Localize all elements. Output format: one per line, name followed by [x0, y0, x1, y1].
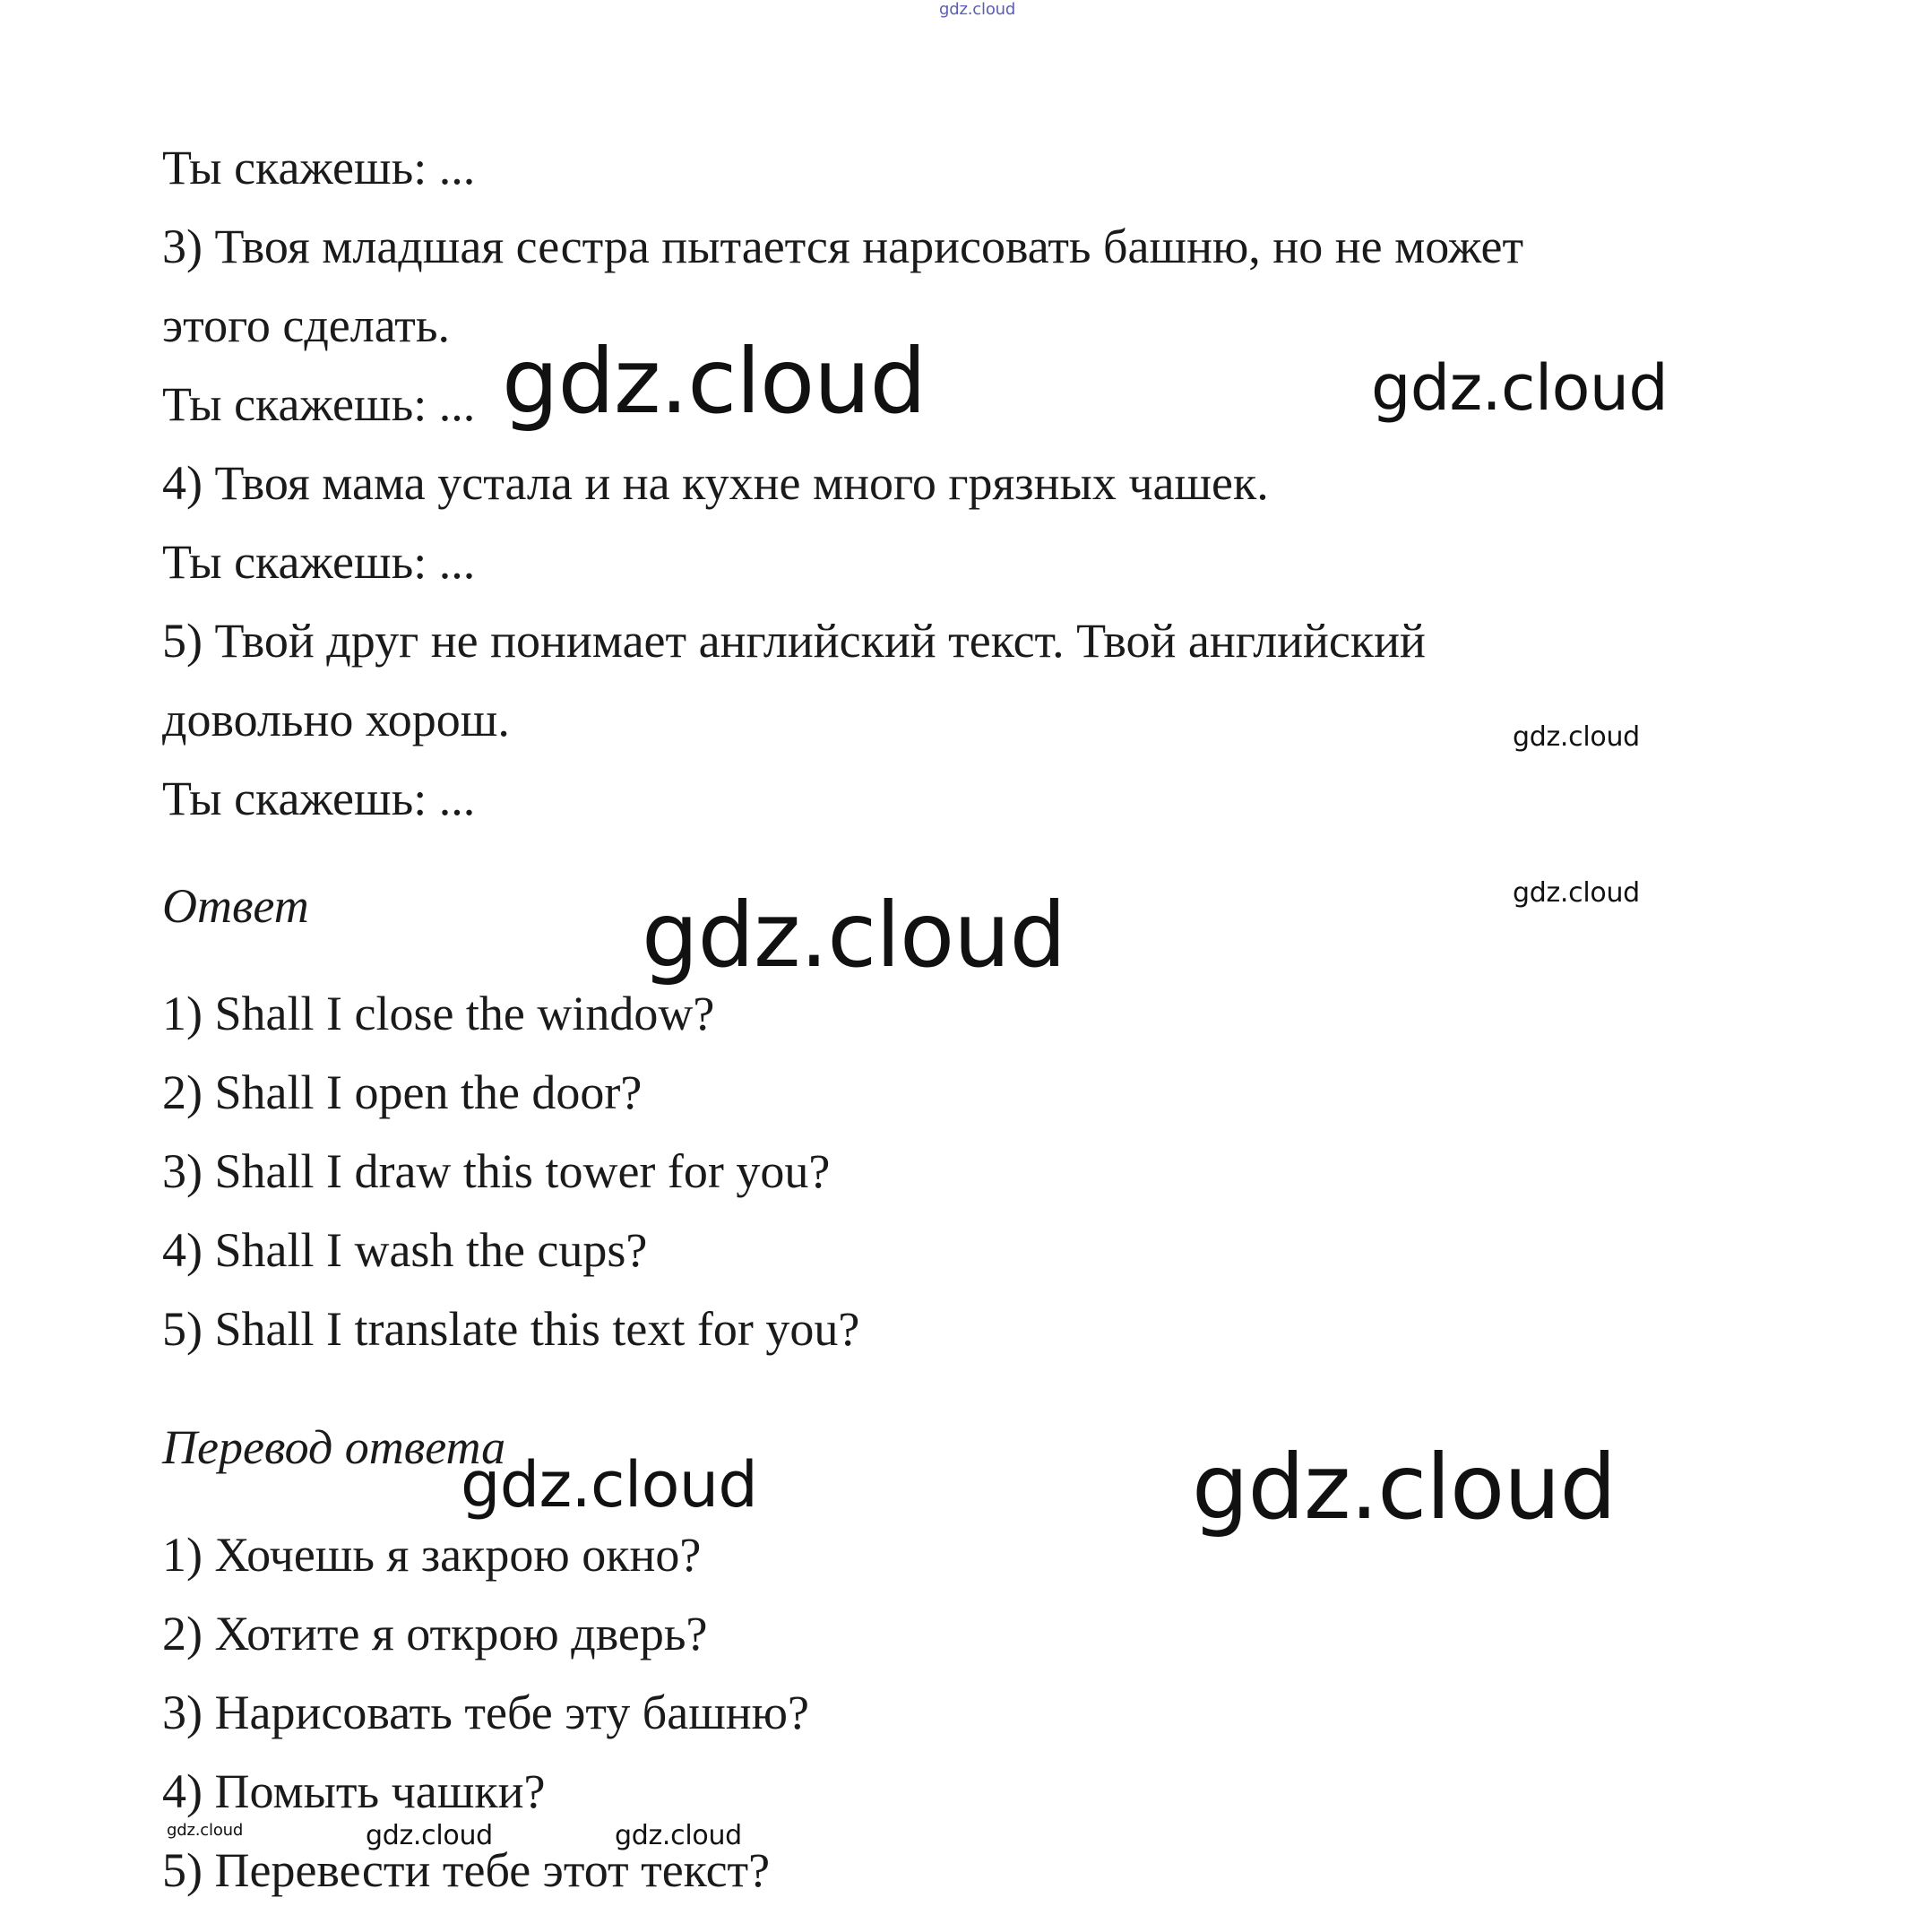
translation-line-5: 5) Перевести тебе этот текст? — [162, 1843, 771, 1897]
prompt-line-4: Ты скажешь: ... — [162, 377, 476, 431]
watermark-small-4: gdz.cloud — [615, 1820, 742, 1851]
watermark-small-1: gdz.cloud — [1513, 721, 1640, 753]
watermark-large-2: gdz.cloud — [642, 883, 1066, 988]
prompt-line-9: Ты скажешь: ... — [162, 772, 476, 825]
translation-heading: Перевод ответа — [162, 1420, 506, 1474]
answer-line-4: 4) Shall I wash the cups? — [162, 1223, 648, 1277]
prompt-line-7: 5) Твой друг не понимает английский текст. Твой английский — [162, 614, 1426, 668]
answer-heading: Ответ — [162, 879, 309, 933]
watermark-large-1: gdz.cloud — [502, 329, 927, 434]
prompt-line-6: Ты скажешь: ... — [162, 535, 476, 589]
watermark-small-3: gdz.cloud — [366, 1820, 493, 1851]
prompt-line-1: Ты скажешь: ... — [162, 141, 476, 194]
watermark-medium-2: gdz.cloud — [461, 1448, 758, 1522]
prompt-line-2: 3) Твоя младшая сестра пытается нарисовать башню, но не может — [162, 220, 1524, 273]
answer-line-3: 3) Shall I draw this tower for you? — [162, 1144, 831, 1198]
translation-line-1: 1) Хочешь я закрою окно? — [162, 1528, 702, 1582]
answer-line-5: 5) Shall I translate this text for you? — [162, 1302, 860, 1356]
translation-line-2: 2) Хотите я открою дверь? — [162, 1607, 708, 1660]
answer-line-1: 1) Shall I close the window? — [162, 987, 715, 1040]
answer-line-2: 2) Shall I open the door? — [162, 1065, 643, 1119]
prompt-line-8: довольно хорош. — [162, 693, 510, 746]
watermark-large-3: gdz.cloud — [1192, 1435, 1617, 1540]
prompt-line-3: этого сделать. — [162, 298, 451, 352]
watermark-small-2: gdz.cloud — [1513, 877, 1640, 909]
watermark-medium-1: gdz.cloud — [1371, 351, 1669, 425]
translation-line-4: 4) Помыть чашки? — [162, 1764, 546, 1818]
watermark-tiny-1: gdz.cloud — [167, 1821, 244, 1840]
translation-line-3: 3) Нарисовать тебе эту башню? — [162, 1686, 809, 1739]
prompt-line-5: 4) Твоя мама устала и на кухне много грязных чашек. — [162, 456, 1269, 510]
watermark-top: gdz.cloud — [939, 0, 1016, 19]
